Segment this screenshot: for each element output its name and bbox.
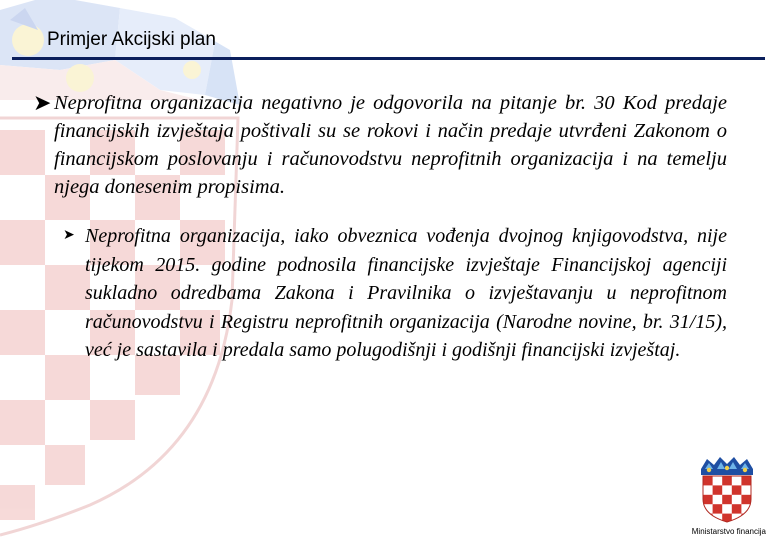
title-divider (12, 57, 765, 60)
arrowhead-bullet-icon: ➤ (63, 227, 75, 243)
footer-organization: Ministarstvo financija (691, 527, 766, 536)
bullet-main-text: Neprofitna organizacija negativno je odgovorila na pitanje br. 30 Kod predaje financijskih izvještaja poštivali su se rokovi i način predaje utvrđeni Zakonom o financijskom poslovanju i računovodstvu neprofitnih organizacija i na temelju njega donesenim propisima. (54, 92, 727, 198)
slide-title: Primjer Akcijski plan (47, 29, 216, 50)
arrowhead-bullet-icon: ➤ (33, 91, 52, 116)
coat-of-arms-icon (699, 455, 755, 523)
bullet-sub-text: Neprofitna organizacija, iako obveznica vođenja dvojnog knjigovodstva, nije tijekom 2015. godine podnosila financijske izvještaje Financijskoj agenciji sukladno odredbama Zakona i Pravilnika o izvještavanju u neprofitnom računovodstvu i Registru neprofitnih organizacija (Narodne novine, br. 31/15), već je sastavila i predala samo polugodišnji i godišnji financijski izvještaj. (85, 225, 727, 361)
